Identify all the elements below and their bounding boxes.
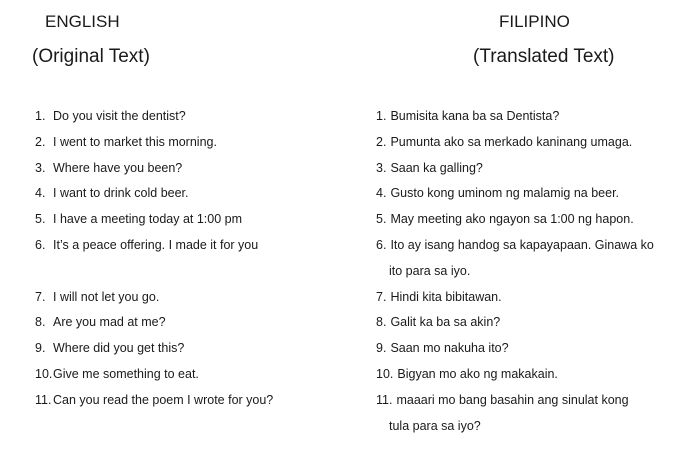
item-number: 1. bbox=[35, 109, 46, 123]
list-item bbox=[376, 106, 654, 132]
item-text: Galit ka ba sa akin? bbox=[390, 315, 501, 330]
item-number: 3. bbox=[376, 160, 387, 175]
item-number: 2. bbox=[35, 134, 46, 149]
list-item bbox=[35, 312, 273, 338]
item-text: Are you mad at me? bbox=[53, 315, 166, 330]
item-text-continued: tula para sa iyo? bbox=[389, 418, 481, 433]
list-item bbox=[376, 338, 654, 364]
english-sentence-list bbox=[35, 106, 273, 416]
item-text: May meeting ako ngayon sa 1:00 ng hapon. bbox=[390, 212, 634, 227]
list-item bbox=[376, 364, 654, 390]
item-number: 7. bbox=[35, 289, 46, 304]
item-text: Where did you get this? bbox=[53, 341, 185, 356]
item-number: 6. bbox=[376, 237, 387, 252]
list-item bbox=[376, 235, 654, 287]
item-text: Where have you been? bbox=[53, 160, 183, 175]
list-item bbox=[35, 338, 273, 364]
item-text: Give me something to eat. bbox=[53, 366, 199, 381]
item-number: 9. bbox=[376, 341, 387, 356]
item-text-continued: ito para sa iyo. bbox=[389, 263, 471, 278]
item-text: Pumunta ako sa merkado kaninang umaga. bbox=[390, 134, 633, 149]
list-item bbox=[35, 390, 273, 416]
english-subheading: (Original Text) bbox=[32, 46, 150, 67]
item-text: Bumisita kana ba sa Dentista? bbox=[390, 109, 560, 123]
item-text: I went to market this morning. bbox=[53, 134, 217, 149]
item-number: 11. bbox=[35, 392, 52, 407]
list-item bbox=[35, 158, 273, 184]
item-number: 2. bbox=[376, 134, 387, 149]
item-text: Do you visit the dentist? bbox=[53, 109, 186, 123]
list-item bbox=[376, 158, 654, 184]
item-number: 7. bbox=[376, 289, 387, 304]
list-item bbox=[35, 106, 273, 132]
item-text: I will not let you go. bbox=[53, 289, 160, 304]
item-number: 3. bbox=[35, 160, 46, 175]
item-text: Can you read the poem I wrote for you? bbox=[53, 392, 274, 407]
item-number: 4. bbox=[376, 186, 387, 201]
item-number: 10. bbox=[35, 366, 53, 381]
english-heading: ENGLISH bbox=[45, 12, 120, 31]
list-item bbox=[35, 364, 273, 390]
item-text: I want to drink cold beer. bbox=[53, 186, 189, 201]
item-text: Ito ay isang handog sa kapayapaan. Ginawa ko bbox=[390, 237, 654, 252]
filipino-sentence-list bbox=[376, 106, 654, 441]
item-text: Gusto kong uminom ng malamig na beer. bbox=[390, 186, 620, 201]
item-text: Saan ka galling? bbox=[390, 160, 483, 175]
item-number: 5. bbox=[35, 212, 46, 227]
item-text: Bigyan mo ako ng makakain. bbox=[397, 366, 558, 381]
item-text: Saan mo nakuha ito? bbox=[390, 341, 509, 356]
item-number: 8. bbox=[376, 315, 387, 330]
item-number: 6. bbox=[35, 237, 46, 252]
list-item bbox=[376, 287, 654, 313]
list-item bbox=[35, 132, 273, 158]
item-number: 9. bbox=[35, 341, 46, 356]
item-text: It’s a peace offering. I made it for you bbox=[53, 237, 259, 252]
item-text: Hindi kita bibitawan. bbox=[390, 289, 502, 304]
item-number: 1. bbox=[376, 109, 387, 123]
list-item bbox=[376, 132, 654, 158]
list-item bbox=[376, 390, 654, 442]
list-item bbox=[376, 312, 654, 338]
item-number: 5. bbox=[376, 212, 387, 227]
list-item bbox=[376, 209, 654, 235]
item-number: 4. bbox=[35, 186, 46, 201]
item-number: 8. bbox=[35, 315, 46, 330]
list-item bbox=[376, 183, 654, 209]
list-item bbox=[35, 287, 273, 313]
filipino-heading: FILIPINO bbox=[499, 12, 570, 31]
list-item bbox=[35, 235, 273, 287]
list-item bbox=[35, 183, 273, 209]
item-number: 10. bbox=[376, 366, 394, 381]
item-text: maaari mo bang basahin ang sinulat kong bbox=[396, 392, 629, 407]
item-number: 11. bbox=[376, 392, 393, 407]
item-text: I have a meeting today at 1:00 pm bbox=[53, 212, 243, 227]
list-item bbox=[35, 209, 273, 235]
filipino-subheading: (Translated Text) bbox=[473, 46, 615, 67]
